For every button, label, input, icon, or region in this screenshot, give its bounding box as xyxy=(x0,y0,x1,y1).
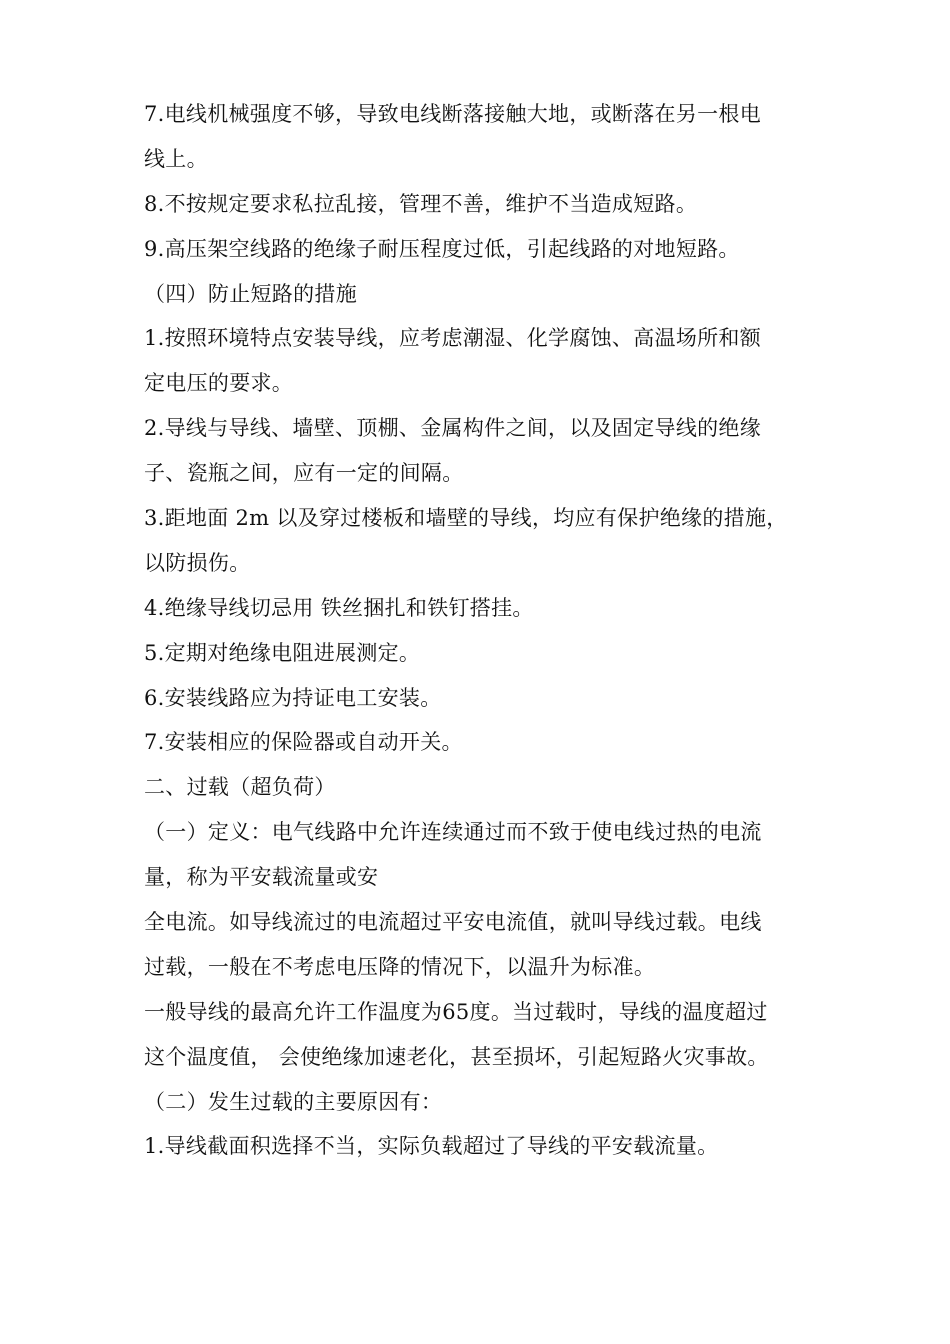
text-line: 7.安装相应的保险器或自动开关。 xyxy=(144,730,463,755)
text-line: 3.距地面 2m 以及穿过楼板和墙壁的导线，均应有保护绝缘的措施， xyxy=(144,506,788,531)
text-line: （一）定义：电气线路中允许连续通过而不致于使电线过热的电流 xyxy=(144,820,762,845)
text-line: 过载，一般在不考虑电压降的情况下，以温升为标准。 xyxy=(144,954,656,979)
text-line: 5.定期对绝缘电阻进展测定。 xyxy=(144,640,421,665)
text-line: 8.不按规定要求私拉乱接，管理不善，维护不当造成短路。 xyxy=(144,191,698,216)
text-line: 量，称为平安载流量或安 xyxy=(144,865,379,890)
section-heading: 二、过载（超负荷） xyxy=(144,775,336,800)
text-line: 全电流。如导线流过的电流超过平安电流值，就叫导线过载。电线 xyxy=(144,910,762,935)
section-heading: （四）防止短路的措施 xyxy=(144,281,357,306)
text-line: 以防损伤。 xyxy=(144,550,251,575)
text-line: 4.绝缘导线切忌用 铁丝捆扎和铁钉搭挂。 xyxy=(144,595,534,620)
section-heading: （二）发生过载的主要原因有： xyxy=(144,1089,443,1114)
text-line: 这个温度值， 会使绝缘加速老化，甚至损坏，引起短路火灾事故。 xyxy=(144,1044,769,1069)
text-line: 6.安装线路应为持证电工安装。 xyxy=(144,685,442,710)
text-line: 定电压的要求。 xyxy=(144,371,294,396)
text-line: 线上。 xyxy=(144,146,208,171)
text-line: 7.电线机械强度不够，导致电线断落接触大地，或断落在另一根电 xyxy=(144,102,762,126)
text-line: 2.导线与导线、墙壁、顶棚、金属构件之间，以及固定导线的绝缘 xyxy=(144,416,762,441)
text-line: 1.按照环境特点安装导线，应考虑潮湿、化学腐蚀、高温场所和额 xyxy=(144,326,762,351)
text-line: 1.导线截面积选择不当，实际负载超过了导线的平安载流量。 xyxy=(144,1134,719,1159)
text-line: 9.高压架空线路的绝缘子耐压程度过低，引起线路的对地短路。 xyxy=(144,236,740,261)
text-line: 一般导线的最高允许工作温度为65度。当过载时，导线的温度超过 xyxy=(144,999,768,1024)
document-body xyxy=(144,92,814,1169)
text-line: 子、瓷瓶之间，应有一定的间隔。 xyxy=(144,461,464,486)
